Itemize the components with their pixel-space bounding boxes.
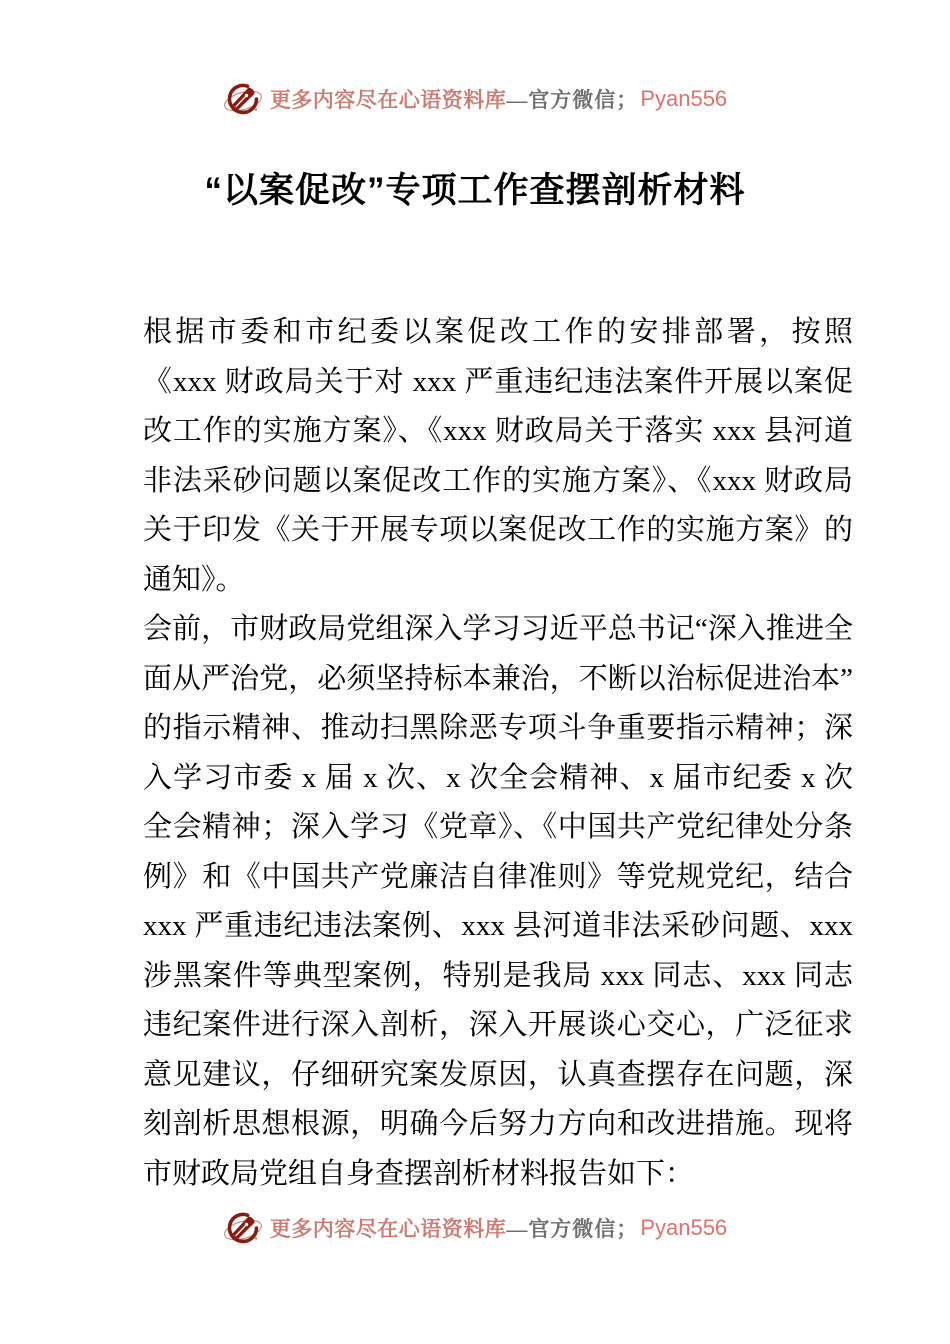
- watermark-brand-text: 更多内容尽在心语资料库: [269, 1217, 507, 1241]
- page-title: “以案促改”专项工作查摆剖析材料: [204, 171, 746, 210]
- watermark-brand-text: 更多内容尽在心语资料库: [269, 88, 507, 112]
- body-paragraph: 根据市委和市纪委以案促改工作的安排部署，按照《xxx 财政局关于对 xxx 严重违纪违法案件开展以案促改工作的实施方案》、《xxx 财政局关于落实 xxx 县河道非法采砂问题以案促改工作的实施方案》、《xxx 财政局关于印发《关于开展专项以案促改工作的实施方案》的通知》。: [143, 316, 853, 596]
- watermark-wechat-id: Pyan556: [640, 86, 728, 111]
- document-body: [143, 308, 853, 1199]
- pen-nib-logo-icon: [223, 79, 263, 119]
- footer-watermark: [0, 1208, 950, 1248]
- body-paragraph: 会前，市财政局党组深入学习习近平总书记“深入推进全面从严治党，必须坚持标本兼治，不断以治标促进治本”的指示精神、推动扫黑除恶专项斗争重要指示精神；深入学习市委 x 届 x 次、x 次全会精神、x 届市纪委 x 次全会精神；深入学习《党章》、《中国共产党纪律处分条例》和《中国共产党廉洁自律准则》等党规党纪，结合 xxx 严重违纪违法案例、xxx 县河道非法采砂问题、xxx 涉黑案件等典型案例，特别是我局 xxx 同志、xxx 同志违纪案件进行深入剖析，深入开展谈心交心，广泛征求意见建议，仔细研究案发原因，认真查摆存在问题，深刻剖析思想根源，明确今后努力方向和改进措施。现将市财政局党组自身查摆剖析材料报告如下：: [143, 613, 853, 1190]
- pen-nib-logo-icon: [223, 1208, 263, 1248]
- header-watermark: [0, 79, 950, 119]
- watermark-contact-label: —官方微信；: [506, 88, 639, 112]
- watermark-wechat-id: Pyan556: [640, 1215, 728, 1240]
- watermark-contact-label: —官方微信；: [506, 1217, 639, 1241]
